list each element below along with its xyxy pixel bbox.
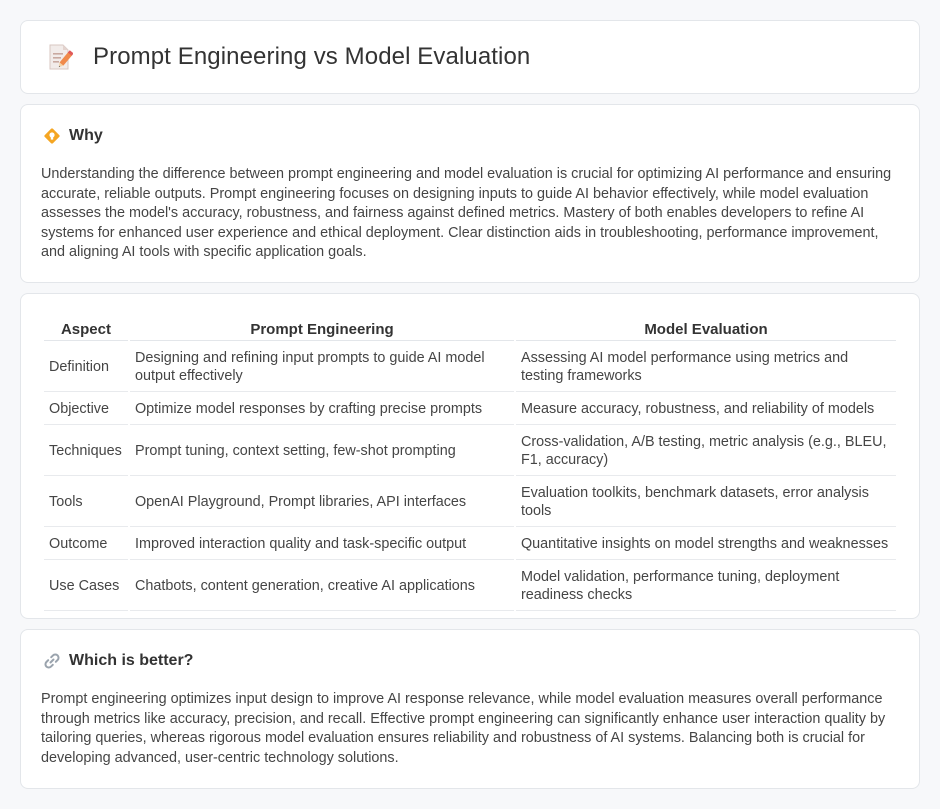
row-prompt-cell: Designing and refining input prompts to guide AI model output effectively bbox=[130, 343, 514, 392]
why-heading bbox=[43, 127, 103, 145]
row-eval-cell: Assessing AI model performance using metrics and testing frameworks bbox=[516, 343, 896, 392]
title-row bbox=[47, 43, 530, 71]
which-better-title: Which is better? bbox=[69, 652, 194, 669]
page-title: Prompt Engineering vs Model Evaluation bbox=[93, 43, 531, 70]
table-row bbox=[44, 529, 896, 560]
header-model-evaluation: Model Evaluation bbox=[516, 316, 896, 341]
row-eval-cell: Quantitative insights on model strengths and weaknesses bbox=[516, 529, 896, 560]
comparison-table bbox=[42, 314, 898, 613]
why-card bbox=[20, 104, 920, 283]
row-aspect: Objective bbox=[44, 394, 128, 425]
which-better-card bbox=[20, 629, 920, 789]
row-eval-cell: Model validation, performance tuning, deployment readiness checks bbox=[516, 562, 896, 611]
table-row bbox=[44, 427, 896, 476]
row-aspect: Outcome bbox=[44, 529, 128, 560]
why-title: Why bbox=[69, 127, 103, 144]
table-row bbox=[44, 394, 896, 425]
table-row bbox=[44, 478, 896, 527]
header-prompt-engineering: Prompt Engineering bbox=[130, 316, 514, 341]
row-prompt-cell: Prompt tuning, context setting, few-shot prompting bbox=[130, 427, 514, 476]
why-paragraph: Understanding the difference between prompt engineering and model evaluation is crucial for optimizing AI performance and ensuring accurate, reliable outputs. Prompt engineering focuses on designing inputs to guide AI behavior effectively, while model evaluation assesses the model's accuracy, robustness, and fairness against defined metrics. Mastery of both enables developers to refine AI systems for enhanced user experience and ethical deployment. Clear distinction aids in troubleshooting, performance improvement, and aligning AI tools with specific application goals. bbox=[41, 166, 892, 261]
diamond-bulb-icon bbox=[43, 127, 61, 145]
row-eval-cell: Cross-validation, A/B testing, metric analysis (e.g., BLEU, F1, accuracy) bbox=[516, 427, 896, 476]
row-prompt-cell: OpenAI Playground, Prompt libraries, API interfaces bbox=[130, 478, 514, 527]
row-prompt-cell: Chatbots, content generation, creative AI applications bbox=[130, 562, 514, 611]
link-icon bbox=[43, 652, 61, 670]
which-better-heading bbox=[43, 652, 193, 670]
comparison-card bbox=[20, 293, 920, 619]
row-aspect: Techniques bbox=[44, 427, 128, 476]
row-prompt-cell: Optimize model responses by crafting precise prompts bbox=[130, 394, 514, 425]
title-card bbox=[20, 20, 920, 94]
header-aspect: Aspect bbox=[44, 316, 128, 341]
row-aspect: Definition bbox=[44, 343, 128, 392]
document-pencil-icon bbox=[47, 43, 73, 71]
which-better-paragraph: Prompt engineering optimizes input design to improve AI response relevance, while model evaluation measures overall performance through metrics like accuracy, precision, and recall. Effective prompt engineering can significantly enhance user interaction quality by tailoring queries, whereas rigorous model evaluation ensures reliability and robustness of AI systems. Balancing both is crucial for developing advanced, user-centric technology solutions. bbox=[41, 691, 886, 766]
table-row bbox=[44, 562, 896, 611]
row-eval-cell: Measure accuracy, robustness, and reliability of models bbox=[516, 394, 896, 425]
row-aspect: Tools bbox=[44, 478, 128, 527]
row-eval-cell: Evaluation toolkits, benchmark datasets, error analysis tools bbox=[516, 478, 896, 527]
table-header-row bbox=[44, 316, 896, 341]
row-aspect: Use Cases bbox=[44, 562, 128, 611]
table-row bbox=[44, 343, 896, 392]
row-prompt-cell: Improved interaction quality and task-specific output bbox=[130, 529, 514, 560]
